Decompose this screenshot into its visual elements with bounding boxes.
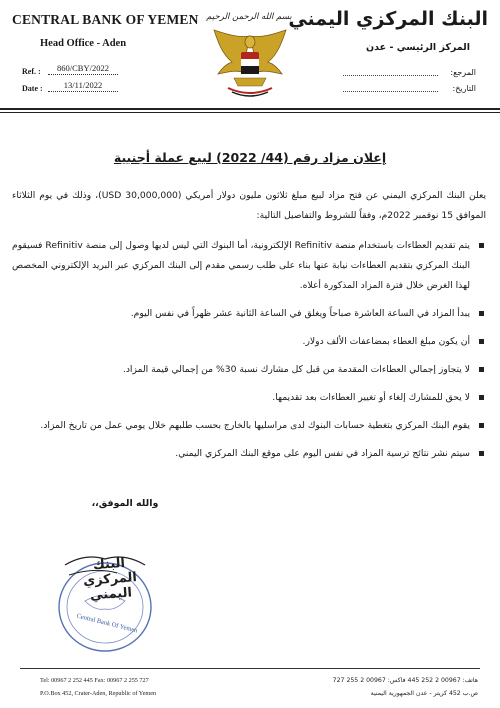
list-item: يتم تقديم العطاءات باستخدام منصة Refinitiv الإلكترونية، أما البنوك التي ليس لديها وصول إلى منصة Refinitiv فسيقوم البنك المركزي بتقديم العطاءات نيابة عنها بناء على طلب رسمي مقدم إلى البنك المركزي عبر البريد الإلكتروني المخصص لهذا الغرض خلال فترة المزاد المذكورة أعلاه. — [12, 236, 486, 296]
bullet-icon — [479, 339, 484, 344]
bullet-icon — [479, 423, 484, 428]
arabic-ref-line — [343, 66, 438, 76]
list-item: سيتم نشر نتائج ترسية المزاد في نفس اليوم على موقع البنك المركزي اليمني. — [12, 444, 486, 464]
closing-line: والله الموفق،، — [91, 498, 159, 509]
bullet-icon — [479, 367, 484, 372]
arabic-head-office: المركز الرئيسي - عدن — [366, 42, 470, 53]
arabic-ref-label: المرجع: — [450, 68, 476, 77]
footer-arabic-phone: هاتف: 00967 2 252 445 فاكس: 00967 2 255 727 — [332, 677, 478, 684]
footer-english-address: P.O.Box 452, Crater-Aden, Republic of Yemen — [40, 690, 157, 697]
arabic-date-label: التاريخ: — [452, 84, 476, 93]
date-value: 13/11/2022 — [48, 80, 118, 92]
bullet-icon — [479, 243, 484, 248]
stamp-arabic-text: البنك المركزي اليمني — [82, 555, 138, 604]
list-item: لا يتجاوز إجمالي العطاءات المقدمة من قبل كل مشارك نسبة 30% من إجمالي قيمة المزاد. — [12, 360, 486, 380]
document-title: إعلان مزاد رقم (44/ 2022) لبيع عملة أجنبية — [113, 150, 387, 165]
arabic-bank-name: البنك المركزي اليمني — [288, 8, 488, 30]
header-rule-thick — [0, 108, 500, 110]
yemen-eagle-emblem-icon — [208, 28, 292, 100]
footer-arabic-address: ص.ب 452 كريتر - عدن الجمهورية اليمنية — [370, 690, 478, 697]
english-bank-name: CENTRAL BANK OF YEMEN — [12, 12, 199, 27]
list-item: لا يحق للمشارك إلغاء أو تغيير العطاءات بعد تقديمها. — [12, 388, 486, 408]
stamp-english-text: Central Bank Of Yemen — [75, 612, 139, 635]
conditions-list — [12, 236, 486, 464]
list-item: يبدأ المزاد في الساعة العاشرة صباحاً ويغلق في الساعة الثانية عشر ظهراً في نفس اليوم. — [12, 304, 486, 324]
intro-paragraph: يعلن البنك المركزي اليمني عن فتح مزاد لبيع مبلغ ثلاثون مليون دولار أمريكي (30,000,000 USD)، وذلك في يوم الثلاثاء الموافق 15 نوفمبر 2022م، وفقاً للشروط والتفاصيل التالية: — [12, 190, 486, 221]
basmala: بسم الله الرحمن الرحيم — [206, 12, 292, 22]
footer-english-phone: Tel: 00967 2 252 445 Fax: 00967 2 255 727 — [40, 677, 149, 684]
header-rule-thin — [0, 112, 500, 113]
document-body — [12, 186, 486, 472]
bullet-icon — [479, 311, 484, 316]
footer-rule — [20, 668, 480, 669]
date-label: Date : — [22, 84, 43, 93]
list-item: أن يكون مبلغ العطاء بمضاعفات الألف دولار. — [12, 332, 486, 352]
ref-value: 860/CBY/2022 — [48, 63, 118, 75]
english-head-office: Head Office - Aden — [40, 38, 127, 49]
ref-label: Ref. : — [22, 67, 41, 76]
list-item: يقوم البنك المركزي بتغطية حسابات البنوك لدى مراسليها بالخارج بحسب طلبهم خلال يومي عمل من تاريخ المزاد. — [12, 416, 486, 436]
bullet-icon — [479, 451, 484, 456]
bullet-icon — [479, 395, 484, 400]
arabic-date-line — [343, 82, 438, 92]
